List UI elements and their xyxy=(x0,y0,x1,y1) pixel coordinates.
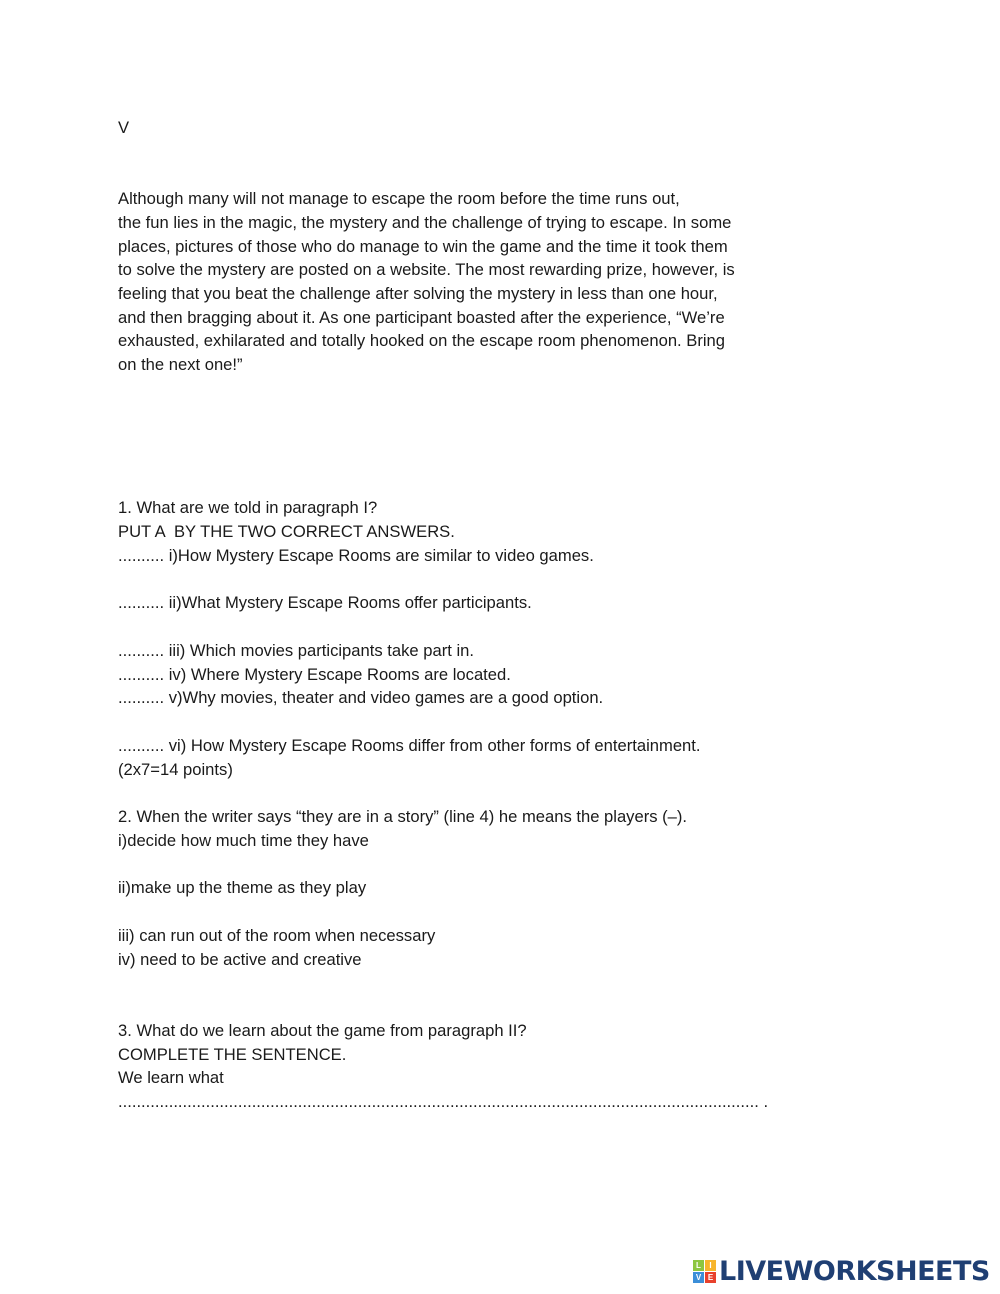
answer-option[interactable]: iv) need to be active and creative xyxy=(118,950,362,969)
question-1: 1. What are we told in paragraph I? xyxy=(118,498,378,517)
points-label: (2x7=14 points) xyxy=(118,760,233,779)
logo-tile: E xyxy=(705,1272,716,1283)
section-marker: V xyxy=(118,118,130,137)
answer-option[interactable]: .......... vi) How Mystery Escape Rooms differ from other forms of entertainment. xyxy=(118,736,701,755)
question-3: 3. What do we learn about the game from paragraph II? xyxy=(118,1021,527,1040)
answer-option[interactable]: .......... iii) Which movies participants take part in. xyxy=(118,641,474,660)
paragraph-line: feeling that you beat the challenge after solving the mystery in less than one hour, xyxy=(118,284,718,303)
answer-option[interactable]: i)decide how much time they have xyxy=(118,831,369,850)
paragraph-line: Although many will not manage to escape the room before the time runs out, xyxy=(118,189,680,208)
logo-tile: L xyxy=(693,1260,704,1271)
question-instruction: COMPLETE THE SENTENCE. xyxy=(118,1045,347,1064)
answer-option[interactable]: .......... i)How Mystery Escape Rooms are similar to video games. xyxy=(118,546,594,565)
paragraph-line: and then bragging about it. As one participant boasted after the experience, “We’re xyxy=(118,308,725,327)
paragraph-line: the fun lies in the magic, the mystery and the challenge of trying to escape. In some xyxy=(118,213,732,232)
logo-tiles-icon xyxy=(693,1260,716,1283)
answer-option[interactable]: iii) can run out of the room when necessary xyxy=(118,926,436,945)
logo-text: LIVEWORKSHEETS xyxy=(719,1256,990,1287)
question-instruction: PUT A BY THE TWO CORRECT ANSWERS. xyxy=(118,522,455,541)
answer-option[interactable]: ii)make up the theme as they play xyxy=(118,878,367,897)
question-2: 2. When the writer says “they are in a story” (line 4) he means the players (–). xyxy=(118,807,688,826)
logo-tile: V xyxy=(693,1272,704,1283)
paragraph-line: to solve the mystery are posted on a website. The most rewarding prize, however, is xyxy=(118,260,735,279)
paragraph-line: places, pictures of those who do manage to win the game and the time it took them xyxy=(118,237,728,256)
answer-option[interactable]: .......... ii)What Mystery Escape Rooms offer participants. xyxy=(118,593,532,612)
answer-option[interactable]: .......... v)Why movies, theater and video games are a good option. xyxy=(118,688,604,707)
sentence-start: We learn what xyxy=(118,1068,224,1087)
answer-blank[interactable]: ........................................................................................................................................... . xyxy=(118,1092,769,1111)
answer-option[interactable]: .......... iv) Where Mystery Escape Rooms are located. xyxy=(118,665,511,684)
paragraph-line: exhausted, exhilarated and totally hooked on the escape room phenomenon. Bring xyxy=(118,331,726,350)
logo-tile: I xyxy=(705,1260,716,1271)
paragraph-line: on the next one!” xyxy=(118,355,243,374)
liveworksheets-logo xyxy=(693,1256,990,1287)
